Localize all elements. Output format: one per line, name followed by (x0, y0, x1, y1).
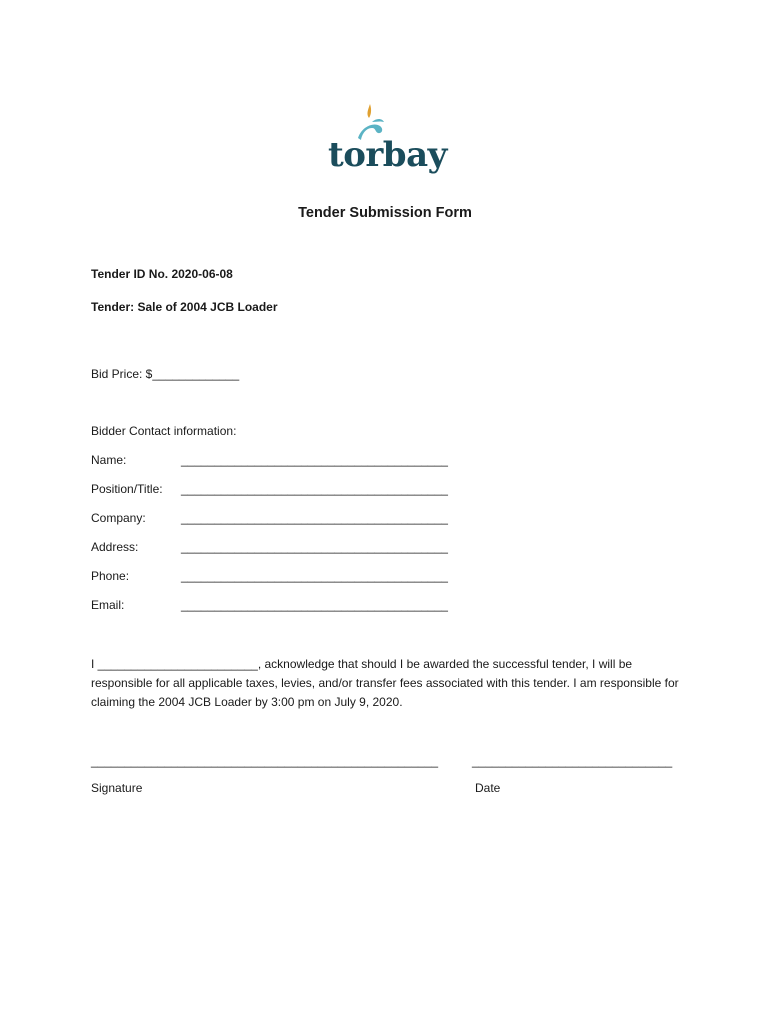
contact-heading: Bidder Contact information: (91, 424, 237, 438)
tender-name: Tender: Sale of 2004 JCB Loader (91, 300, 278, 314)
tender-id: Tender ID No. 2020-06-08 (91, 267, 233, 281)
company-row (91, 510, 448, 526)
company-label: Company: (91, 511, 146, 525)
phone-label: Phone: (91, 569, 130, 583)
logo-wordmark: torbay (328, 135, 447, 175)
phone-row (91, 568, 448, 584)
phone-field[interactable]: ________________________________________ (181, 569, 448, 583)
position-label: Position/Title: (91, 482, 163, 496)
date-label: Date (475, 781, 501, 795)
torbay-logo (328, 100, 447, 196)
address-field[interactable]: ________________________________________ (181, 540, 448, 554)
position-row (91, 481, 448, 497)
email-field[interactable]: ________________________________________ (181, 598, 448, 612)
signature-field[interactable]: ____________________________________________________ (91, 754, 439, 768)
address-label: Address: (91, 540, 139, 554)
bid-price-field[interactable]: Bid Price: $_____________ (91, 367, 240, 381)
company-field[interactable]: ________________________________________ (181, 511, 448, 525)
acknowledgement-paragraph: I ________________________, acknowledge that should I be awarded the successful tender, I will be responsible for all applicable taxes, levies, and/or transfer fees associated with this tender. I am responsible for claiming the 2004 JCB Loader by 3:00 pm on July 9, 2020. (91, 657, 679, 709)
signature-label: Signature (91, 781, 143, 795)
position-field[interactable]: ________________________________________ (181, 482, 448, 496)
name-row (91, 452, 448, 468)
name-field[interactable]: ________________________________________ (181, 453, 448, 467)
email-label: Email: (91, 598, 125, 612)
form-title: Tender Submission Form (298, 205, 472, 221)
date-field[interactable]: ______________________________ (472, 754, 673, 768)
address-row (91, 539, 448, 555)
email-row (91, 597, 448, 613)
name-label: Name: (91, 453, 127, 467)
